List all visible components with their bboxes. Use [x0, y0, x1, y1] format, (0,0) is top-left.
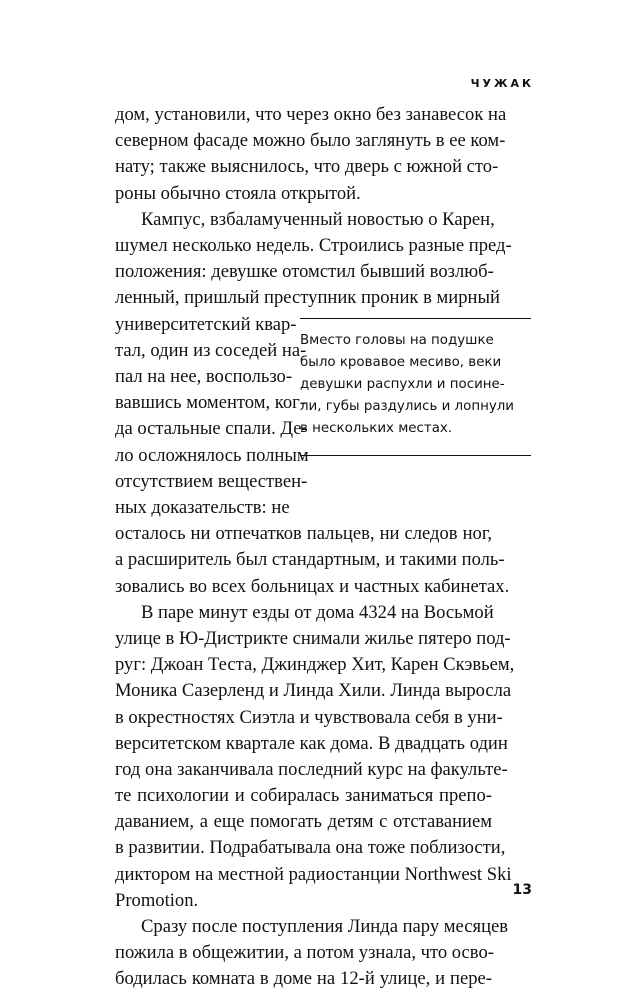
text-line: год она заканчивала последний курс на факульте- [115, 758, 508, 780]
pull-quote-line: девушки распухли и посине- [300, 377, 505, 392]
text-line: Кампус, взбаламученный новостью о Карен, [141, 208, 495, 230]
text-line: осталось ни отпечатков пальцев, ни следов ног, [115, 523, 492, 545]
text-line: Сразу после поступления Линда пару месяцев [141, 916, 509, 937]
text-line: ло осложнялось полным [115, 444, 309, 466]
body-text-narrow [115, 312, 309, 522]
text-line: зовались во всех больницах и частных кабинетах. [115, 575, 510, 597]
text-line: те психологии и собиралась заниматься препо- [115, 785, 492, 807]
text-line: диктором на местной радиостанции Northwest Ski [115, 863, 512, 885]
text-line: Моника Сазерленд и Линда Хили. Линда выросла [115, 680, 512, 702]
body-text-bottom [115, 521, 515, 992]
text-line: даванием, а еще помогать детям с отставанием [115, 811, 492, 833]
body-text-top [115, 102, 512, 312]
text-line: улице в Ю-Дистрикте снимали жилье пятеро под- [115, 627, 511, 649]
text-line: ных доказательств: не [115, 496, 290, 518]
text-line: пал на нее, воспользо- [115, 365, 293, 387]
text-line: а расширитель был стандартным, и такими поль- [115, 549, 505, 571]
pull-quote-line: в нескольких местах. [300, 421, 453, 436]
text-line: Promotion. [115, 889, 199, 911]
text-line: да остальные спали. Де- [115, 418, 308, 440]
text-line: шумел несколько недель. Строились разные пред- [115, 234, 512, 256]
pull-quote [300, 318, 531, 456]
text-line: северном фасаде можно было заглянуть в ее ком- [115, 130, 506, 152]
text-line: в развитии. Подрабатывала она тоже поблизости, [115, 837, 506, 859]
text-line: дом, установили, что через окно без занавесок на [115, 104, 507, 125]
text-line: пожила в общежитии, а потом узнала, что осво- [115, 942, 494, 964]
text-line: положения: девушке отомстил бывший возлюб- [115, 261, 494, 283]
pull-quote-line: ли, губы раздулись и лопнули [300, 399, 515, 414]
text-line: отсутствием веществен- [115, 470, 308, 492]
text-line: тал, один из соседей на- [115, 339, 307, 361]
pull-quote-line: Вместо головы на подушке [300, 333, 494, 348]
page-number: 13 [512, 882, 532, 898]
text-line: нату; также выяснилось, что дверь с южной сто- [115, 156, 499, 178]
text-line: В паре минут езды от дома 4324 на Восьмой [141, 601, 494, 623]
running-head: ЧУЖАК [470, 77, 534, 90]
text-line: вавшись моментом, ког- [115, 392, 306, 414]
text-line: университетский квар- [115, 313, 297, 335]
text-line: руг: Джоан Теста, Джинджер Хит, Карен Скэвьем, [115, 654, 515, 676]
text-line: бодилась комната в доме на 12-й улице, и пере- [115, 968, 492, 990]
text-line: ленный, пришлый преступник проник в мирный [115, 287, 500, 309]
pull-quote-line: было кровавое месиво, веки [300, 355, 502, 370]
text-line: в окрестностях Сиэтла и чувствовала себя в уни- [115, 706, 503, 728]
text-line: роны обычно стояла открытой. [115, 182, 361, 204]
text-line: верситетском квартале как дома. В двадцать один [115, 732, 508, 754]
